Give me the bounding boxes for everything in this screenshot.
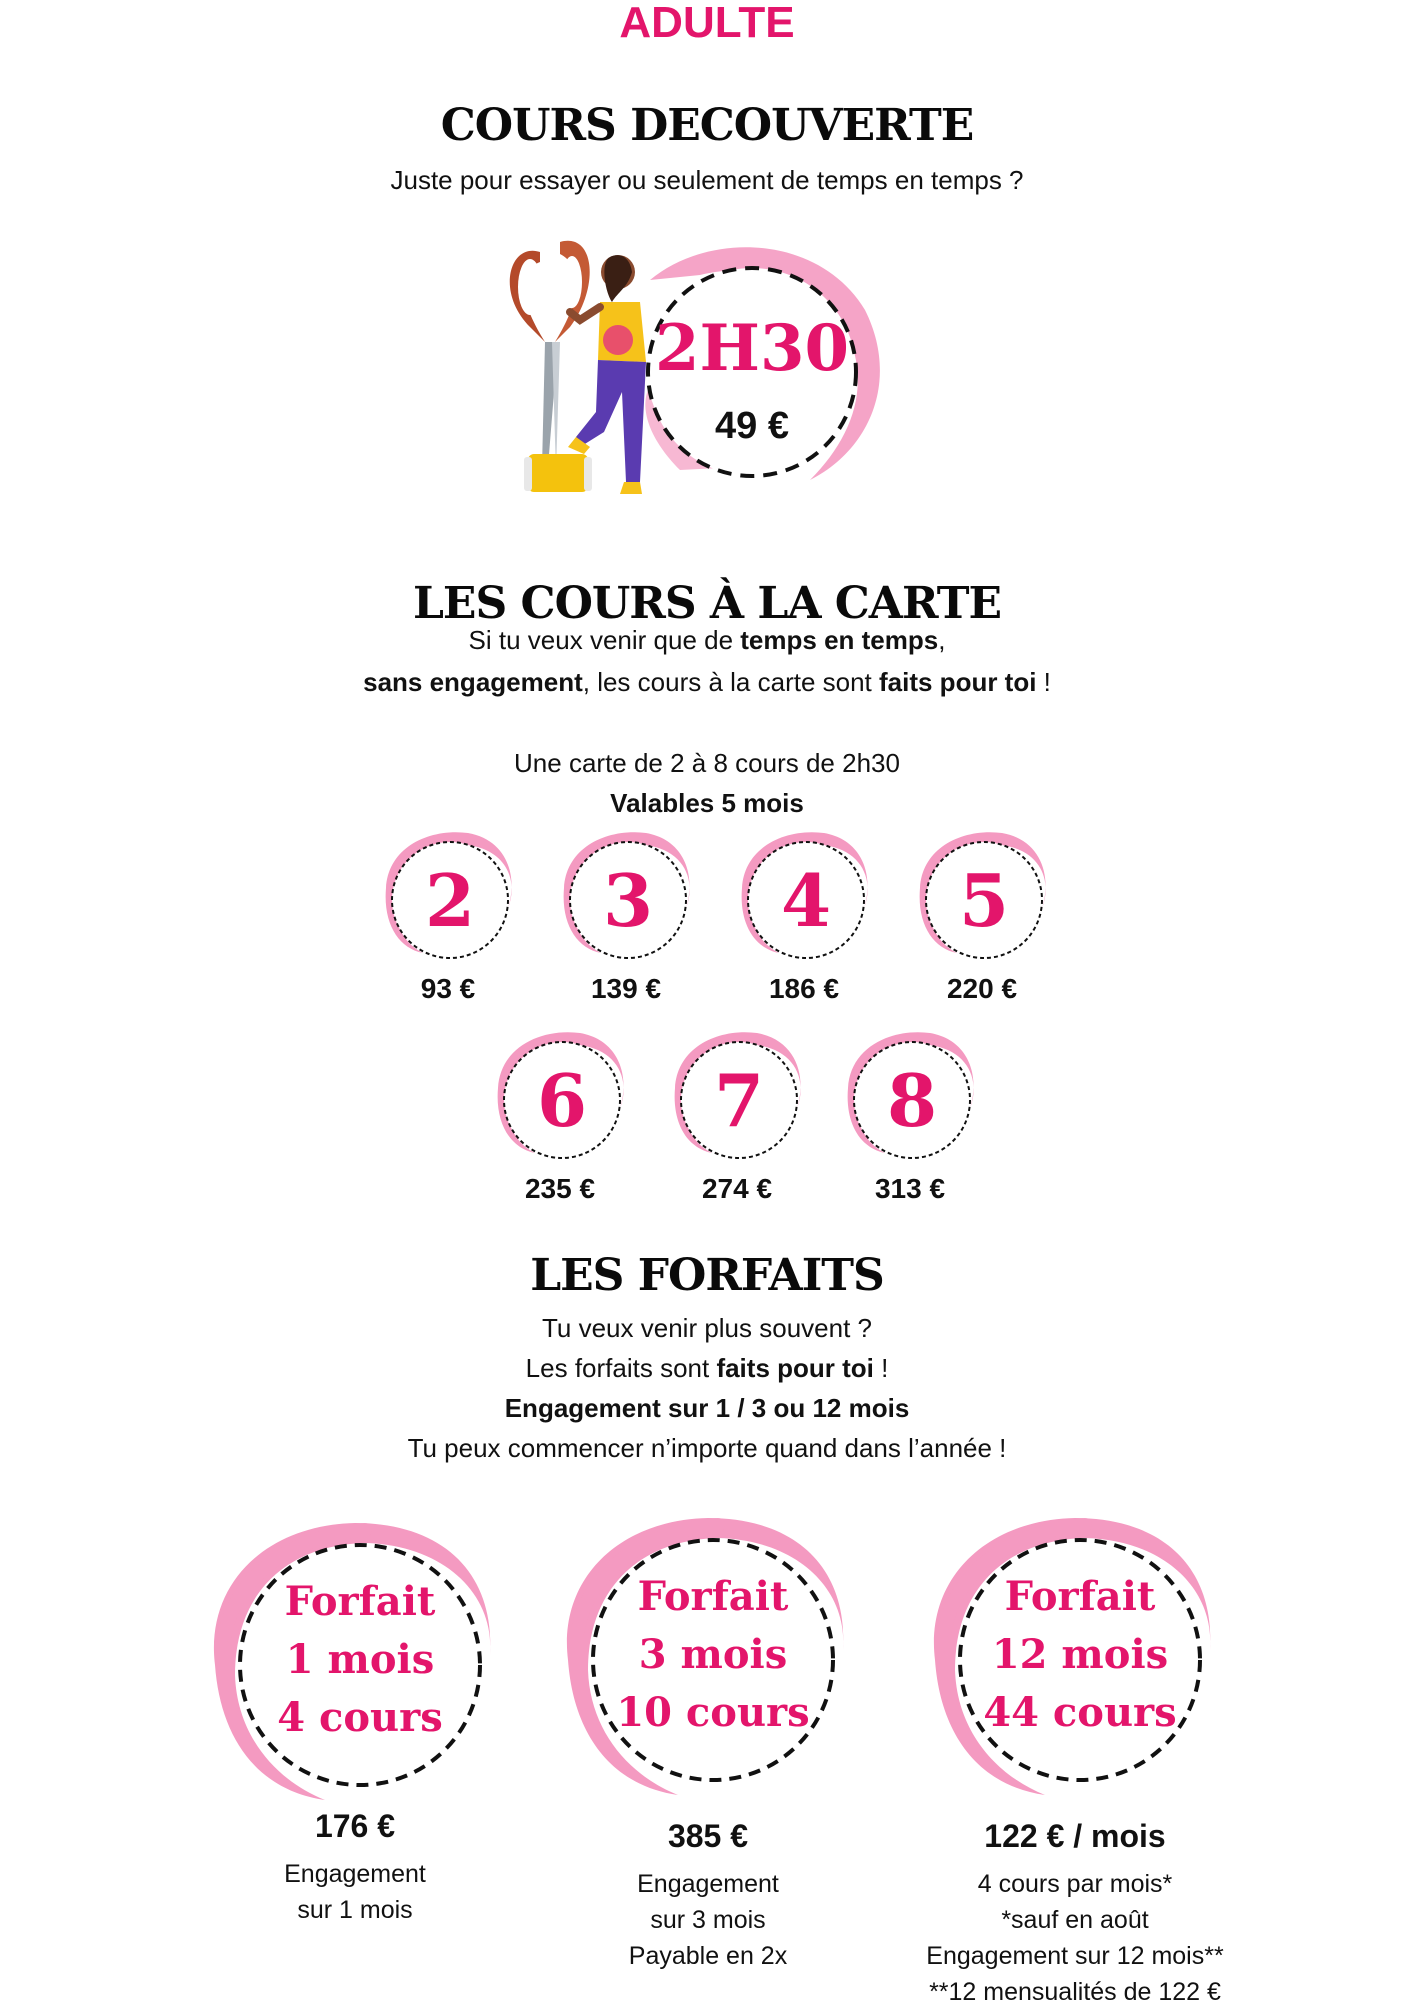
carte-validity: Valables 5 mois [610, 788, 804, 818]
forfaits-line1: Tu veux venir plus souvent ? [542, 1313, 872, 1343]
forfaits-line4: Tu peux commencer n’importe quand dans l’année ! [407, 1433, 1007, 1463]
carte-line2-bold2: faits pour toi [879, 667, 1037, 697]
card-count: 8 [886, 1058, 938, 1143]
forfait-note: 4 cours par mois* [977, 1870, 1173, 1898]
forfait-line-3: 44 cours [983, 1689, 1177, 1736]
forfait-note: sur 1 mois [297, 1896, 413, 1924]
forfait-line-3: 10 cours [616, 1689, 810, 1736]
carte-line1-end: , [938, 625, 946, 655]
forfait-price: 385 € [667, 1818, 749, 1854]
carte-info: Une carte de 2 à 8 cours de 2h30 [514, 748, 900, 778]
card-price: 274 € [701, 1173, 773, 1204]
carte-line1-text: Si tu veux venir que de [468, 625, 741, 655]
carte-line2-text: , les cours à la carte sont [582, 667, 879, 697]
forfait-note: Engagement [637, 1870, 779, 1898]
carte-line1-bold: temps en temps [740, 625, 939, 655]
card-badge-4 [724, 828, 884, 968]
forfaits-line3: Engagement sur 1 / 3 ou 12 mois [504, 1393, 910, 1423]
card-price: 93 € [420, 973, 476, 1004]
card-count: 4 [780, 858, 832, 943]
forfait-price: 122 € / mois [984, 1818, 1166, 1854]
carte-line2-bold1: sans engagement [363, 667, 583, 697]
decouverte-title: COURS DECOUVERTE [440, 100, 974, 151]
card-count: 7 [713, 1058, 765, 1143]
card-price: 235 € [524, 1173, 596, 1204]
forfait-line-2: 1 mois [285, 1636, 435, 1683]
card-badge-2 [368, 828, 528, 968]
forfait-line-1: Forfait [637, 1573, 789, 1620]
forfait-note: **12 mensualités de 122 € [929, 1978, 1221, 2006]
card-count: 3 [602, 858, 654, 943]
decouverte-price: 49 € [715, 405, 789, 447]
forfait-line-1: Forfait [284, 1578, 436, 1625]
card-price: 139 € [590, 973, 662, 1004]
carte-title: LES COURS À LA CARTE [412, 578, 1002, 629]
card-badge-8 [830, 1028, 990, 1168]
card-badge-6 [480, 1028, 640, 1168]
forfait-note: Engagement sur 12 mois** [926, 1942, 1224, 1970]
card-count: 6 [536, 1058, 588, 1143]
card-badge-7 [657, 1028, 817, 1168]
forfaits-line2-bold: faits pour toi [716, 1353, 874, 1383]
card-badge-5 [902, 828, 1062, 968]
card-price: 186 € [768, 973, 840, 1004]
forfaits-title: LES FORFAITS [530, 1250, 884, 1301]
forfaits-line2-text: Les forfaits sont [525, 1353, 717, 1383]
carte-line2-end: ! [1036, 667, 1051, 697]
forfait-badge-3 [915, 1510, 1235, 1810]
card-count: 2 [424, 858, 476, 943]
forfait-line-2: 12 mois [991, 1631, 1169, 1678]
forfait-badge-1 [195, 1515, 515, 1815]
card-badge-3 [546, 828, 706, 968]
decouverte-subtitle: Juste pour essayer ou seulement de temps en temps ? [390, 165, 1024, 195]
category-title: ADULTE [619, 0, 795, 47]
forfait-price: 176 € [314, 1808, 396, 1844]
forfait-note: Payable en 2x [628, 1942, 788, 1970]
carte-line2 [0, 662, 1414, 702]
forfait-note: Engagement [284, 1860, 426, 1888]
card-price: 313 € [874, 1173, 946, 1204]
card-count: 5 [958, 858, 1010, 943]
forfaits-line2 [0, 1348, 1414, 1388]
forfait-note: sur 3 mois [650, 1906, 766, 1934]
forfait-line-1: Forfait [1004, 1573, 1156, 1620]
duration-label: 2H30 [654, 311, 850, 386]
forfait-note: *sauf en août [1001, 1906, 1149, 1934]
forfait-line-2: 3 mois [638, 1631, 788, 1678]
forfait-line-3: 4 cours [277, 1694, 443, 1741]
carte-line1 [0, 620, 1414, 660]
forfaits-line2-end: ! [873, 1353, 889, 1383]
forfait-badge-2 [548, 1510, 868, 1810]
card-price: 220 € [946, 973, 1018, 1004]
decouverte-badge [620, 240, 880, 500]
